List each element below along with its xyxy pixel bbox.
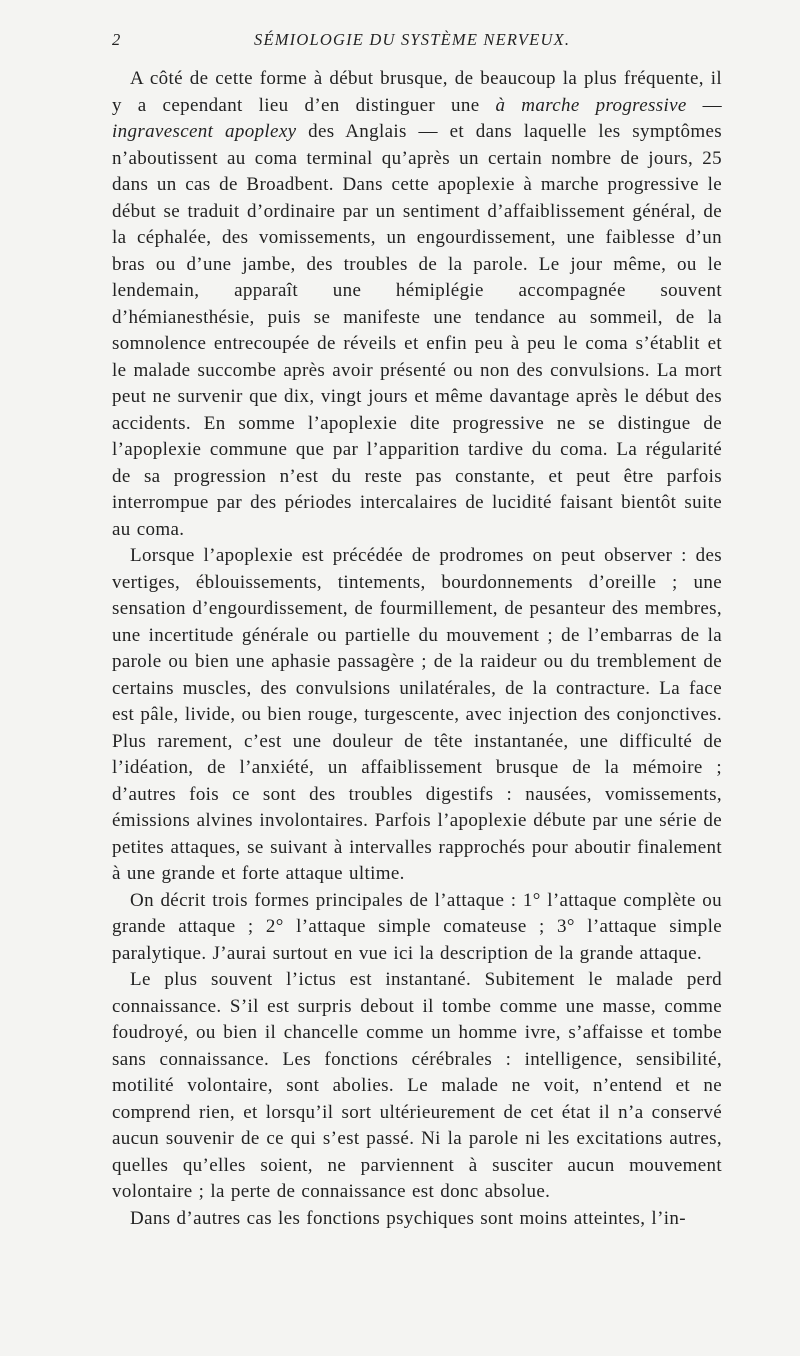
paragraph bbox=[112, 967, 722, 1206]
running-head-title: SÉMIOLOGIE DU SYSTÈME NERVEUX. bbox=[254, 30, 571, 49]
running-head bbox=[0, 30, 800, 52]
text-run: Dans d’autres cas les fonctions psychiques sont moins atteintes, l’in- bbox=[130, 1207, 686, 1229]
paragraph bbox=[112, 888, 722, 968]
paragraph bbox=[112, 66, 722, 543]
text-run: On décrit trois formes principales de l’attaque : 1° l’attaque complète ou grande attaque ; 2° l’attaque simple comateuse ; 3° l’attaque simple paralytique. J’aurai surtout en vue ici la description de la grande attaque. bbox=[112, 889, 722, 964]
text-run: Le plus souvent l’ictus est instantané. Subitement le malade perd connaissance. S’il est surpris debout il tombe comme une masse, comme foudroyé, ou bien il chancelle comme un homme ivre, s’affaisse et tombe sans connaissance. Les fonctions cérébrales : intelligence, sensibilité, motilité volontaire, sont abolies. Le malade ne voit, n’entend et ne comprend rien, et lorsqu’il sort ultérieurement de cet état il n’a conservé aucun souvenir de ce qui s’est passé. Ni la parole ni les excitations autres, quelles qu’elles soient, ne parviennent à susciter aucun mouvement volontaire ; la perte de connaissance est donc absolue. bbox=[112, 969, 722, 1202]
body-text bbox=[112, 66, 722, 1232]
italic-text: à marche progressive bbox=[495, 94, 687, 116]
italic-text: ingravescent apoplexy bbox=[112, 121, 297, 142]
text-run: des Anglais — et dans laquelle les symptômes n’aboutissent au coma terminal qu’après un certain nombre de jours, 25 dans un cas de Broadbent. Dans cette apoplexie à marche progressive le début se traduit d’ordinaire par un sentiment d’affaiblissement général, de la céphalée, des vomissements, un engourdissement, une faiblesse d’un bras ou d’une jambe, des troubles de la parole. Le jour même, ou le lendemain, apparaît une hémiplégie accompagnée souvent d’hémianesthésie, puis se manifeste une tendance au sommeil, de la somnolence entrecoupée de réveils et enfin peu à peu le coma s’établit et le malade succombe après avoir présenté ou non des convulsions. La mort peut ne survenir que dix, vingt jours et même davantage après le début des accidents. En somme l’apoplexie dite progressive ne se distingue de l’apoplexie commune que par l’apparition tardive du coma. La régularité de sa progression n’est du reste pas constante, et peut être parfois interrompue par des périodes intercalaires de lucidité faisant bientôt suite au coma. bbox=[112, 121, 722, 540]
paragraph bbox=[112, 543, 722, 888]
text-run: Lorsque l’apoplexie est précédée de prodromes on peut observer : des vertiges, éblouissements, tintements, bourdonnements d’oreille ; une sensation d’engourdissement, de fourmillement, de pesanteur des membres, une incertitude générale ou partielle du mouvement ; de l’embarras de la parole ou bien une aphasie passagère ; de la raideur ou du tremblement de certains muscles, des convulsions unilatérales, de la contracture. La face est pâle, livide, ou bien rouge, turgescente, avec injection des conjonctives. Plus rarement, c’est une douleur de tête instantanée, une difficulté de l’idéation, de l’anxiété, un affaiblissement brusque de la mémoire ; d’autres fois ce sont des troubles digestifs : nausées, vomissements, émissions alvines involontaires. Parfois l’apoplexie débute par une série de petites attaques, se suivant à intervalles rapprochés pour aboutir finalement à une grande et forte attaque ultime. bbox=[112, 545, 722, 884]
text-run: — bbox=[686, 94, 722, 116]
text-run: A côté de cette forme à début brusque, de beaucoup la plus fréquente, il y a cependant lieu d’en distinguer une bbox=[112, 68, 722, 116]
paragraph bbox=[112, 1206, 722, 1233]
page-number: 2 bbox=[112, 30, 122, 49]
